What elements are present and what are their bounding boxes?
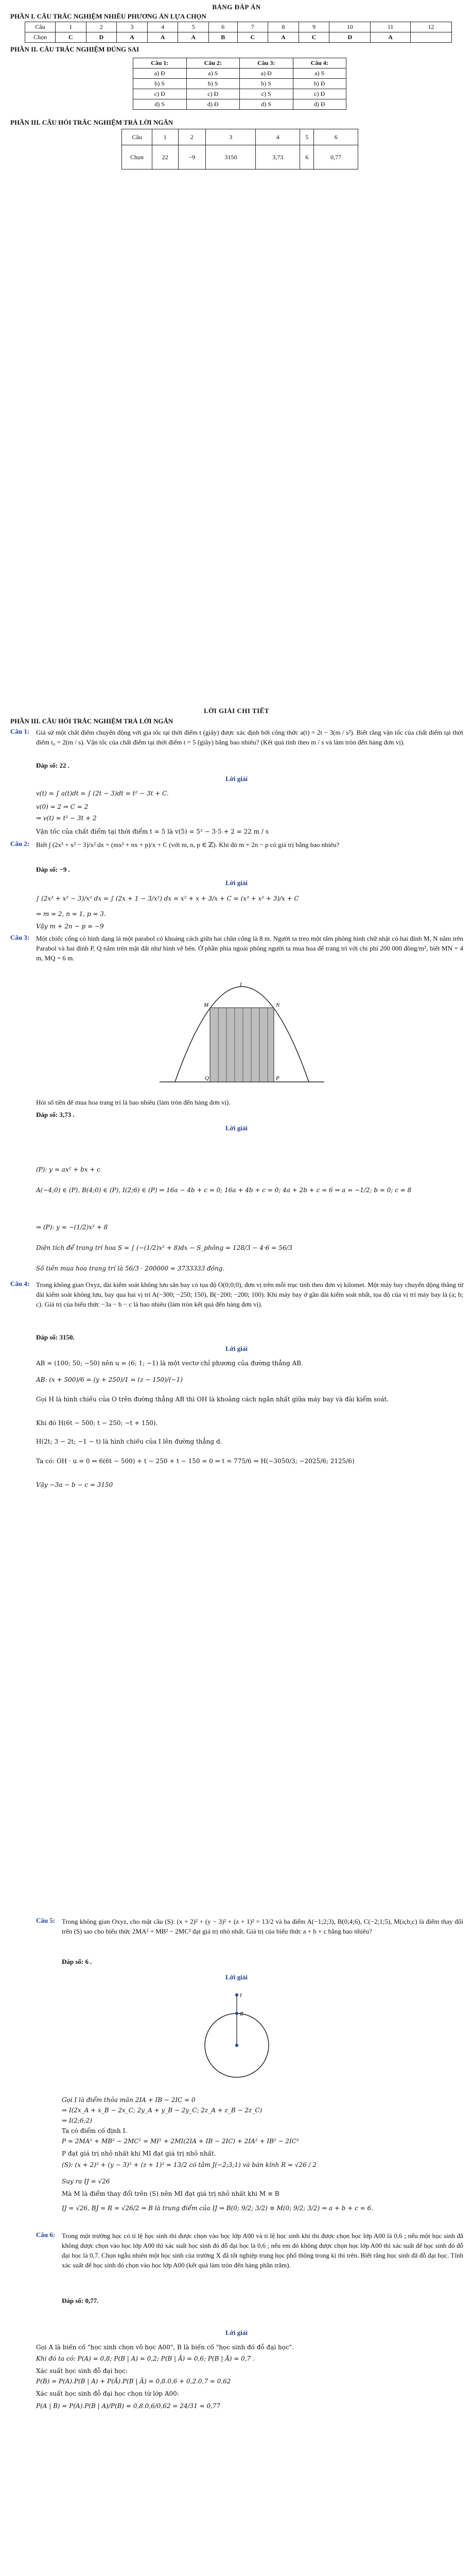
cell: 4 <box>147 22 178 32</box>
q4-text: Trong không gian Oxyz, đài kiểm soát không lưu sân bay có tọa độ O(0;0;0), đơn vị trên mỗi trục tính theo đơn vị kilomet. Một máy bay chuyển động thẳng từ đài kiểm soát không lưu, bay qua hai vị trí A(−300; −250; 150), B(−200; −200; 100). Khi máy bay ở gần đài kiểm soát nhất, tọa độ của vị trí máy bay là (a; b; c). Giá trị của biểu thức −3a − b − c là bao nhiêu (làm tròn kết quả đến hàng đơn vị). <box>36 1281 463 1308</box>
cell: C <box>237 32 268 43</box>
q5-work-8: Suy ra IJ = √26 <box>62 2178 110 2185</box>
q6-answer: Đáp số: 0,77. <box>62 2297 99 2304</box>
q6-work-6: P(A | B) = P(A).P(B | A)/P(B) = 0,8.0,6/0,62 = 24/31 ≈ 0,77 <box>36 2402 221 2410</box>
cell: b) S <box>186 79 240 89</box>
cell: 5 <box>300 129 314 145</box>
cell: d) S <box>133 99 187 110</box>
cell: A <box>178 32 209 43</box>
part2-row <box>133 89 346 99</box>
solution-title: LỜI GIẢI CHI TIẾT <box>203 707 270 715</box>
part2-row <box>133 79 346 89</box>
q5-label: Câu 5: <box>36 1917 56 1924</box>
part1-heading: PHẦN I. CÂU TRẮC NGHIỆM NHIỀU PHƯƠNG ÁN LỰA CHỌN <box>10 12 206 20</box>
q5-work-2: ⇒ I(2x_A + x_B − 2x_C; 2y_A + y_B − 2y_C; 2z_A + z_B − 2z_C) <box>62 2107 262 2114</box>
cell: A <box>117 32 148 43</box>
cell: d) Đ <box>293 99 346 110</box>
q5-text: Trong không gian Oxyz, cho mặt cầu (S): (x + 2)² + (y − 3)² + (z + 1)² = 13/2 và ba điểm A(−1;2;3), B(0;4;6), C(−2;1;5), M(a;b;c) là điểm thay đổi trên (S) sao cho biểu thức 2MA² + MB² − 2MC² đạt giá trị nhỏ nhất. Giá trị của biểu thức a + b + c bằng bao nhiêu? <box>62 1918 463 1935</box>
part3-number-row <box>122 129 358 145</box>
q5-work-9: Mà M là điểm thay đổi trên (S) nên MI đạt giá trị nhỏ nhất khi M ≡ B <box>62 2190 279 2197</box>
q2-answer: Đáp số: −9 . <box>36 866 70 873</box>
cell: d) S <box>240 99 293 110</box>
cell <box>410 32 451 43</box>
cell: a) Đ <box>240 69 293 79</box>
cell: c) Đ <box>186 89 240 99</box>
cell: A <box>147 32 178 43</box>
cell: 3,73 <box>256 145 300 170</box>
q3-text: Một chiếc cổng có hình dạng là một parabol có khoảng cách giữa hai chân cổng là 8 m. Người ta treo một tấm phông hình chữ nhật có hai đỉnh M, N nằm trên Parabol và hai đỉnh P, Q nằm trên mặt đất như hình vẽ bên. Ở phần phía ngoài phông người ta mua hoa để trang trí với chi phí 200 000 đồng/m², biết MN = 4 m, MQ = 6 m. <box>36 935 463 962</box>
cell: −9 <box>178 145 206 170</box>
cell: 8 <box>268 22 299 32</box>
part2-header-row <box>133 58 346 69</box>
cell: 1 <box>56 22 86 32</box>
cell: 0,77 <box>314 145 358 170</box>
cell: a) S <box>293 69 346 79</box>
q1-label: Câu 1: <box>10 727 30 735</box>
point-I <box>235 1993 238 1996</box>
q4-solution-label: Lời giải <box>225 1345 248 1352</box>
q5-work-5: P = 2MA² + MB² − 2MC² = MI² + 2MI(2IA + IB − 2IC) + 2IA² + IB² − 2IC² <box>62 2138 299 2145</box>
cell: Câu 1: <box>133 58 187 69</box>
part2-heading: PHẦN II. CÂU TRẮC NGHIỆM ĐÚNG SAI <box>10 45 139 53</box>
cell: 3 <box>206 129 256 145</box>
cell: 6 <box>208 22 237 32</box>
q2-work-1: ∫ (2x³ + x² − 3)/x² dx = ∫ (2x + 1 − 3/x²) dx = x² + x + 3/x + C = (x³ + x² + 3)/x + C <box>36 895 299 902</box>
sphere-figure <box>180 1989 293 2087</box>
label-P: P <box>276 1075 279 1081</box>
q3-label: Câu 3: <box>10 934 30 941</box>
q4-work-5: H(2t; 3 − 2t; −1 − t) là hình chiếu của I lên đường thẳng d. <box>36 1438 222 1445</box>
cell: b) Đ <box>293 79 346 89</box>
q1-solution-label: Lời giải <box>225 775 248 783</box>
label-B-sphere: B <box>240 2011 243 2017</box>
cell: A <box>371 32 410 43</box>
cell: Câu 3: <box>240 58 293 69</box>
q3-work-3: ⇒ (P): y = −(1/2)x² + 8 <box>36 1224 108 1231</box>
q3-solution-label: Lời giải <box>225 1124 248 1132</box>
part1-table <box>25 22 452 43</box>
cell: 10 <box>329 22 371 32</box>
q2-label: Câu 2: <box>10 840 30 848</box>
q3-work-1: (P): y = ax² + bx + c <box>36 1166 101 1173</box>
q1-work-3: ⇒ v(t) = t² − 3t + 2 <box>36 815 97 822</box>
cell: 5 <box>178 22 209 32</box>
q3-work-2: A(−4;0) ∈ (P), B(4;0) ∈ (P), I(2;6) ∈ (P) ⇒ 16a − 4b + c = 0; 16a + 4b + c = 0; 4a + 2b + c = 6 ⇒ a = −1/2; b = 0; c = 8 <box>36 1187 412 1194</box>
q3-question: Hỏi số tiền để mua hoa trang trí là bao nhiêu (làm tròn đến hàng đơn vị). <box>36 1098 231 1106</box>
q5-work-4: Ta có điểm cố định I. <box>62 2127 128 2134</box>
q4-work-7: Vậy −3a − b − c = 3150 <box>36 1481 113 1488</box>
q4-answer: Đáp số: 3150. <box>36 1333 75 1341</box>
q5-work-10: IJ = √26, BJ = R = √26/2 ⇒ B là trung điểm của IJ ⇒ B(0; 9/2; 3/2) ≡ M(0; 9/2; 3/2) ⇒ a + b + c = 6. <box>62 2205 373 2212</box>
row-label: Câu <box>25 22 56 32</box>
cell: b) S <box>240 79 293 89</box>
cell: c) Đ <box>293 89 346 99</box>
q6-work-5: Xác suất học sinh đỗ đại học chọn từ lớp A00: <box>36 2390 179 2397</box>
q5-work-1: Gọi I là điểm thỏa mãn 2IA + IB − 2IC = 0 <box>62 2096 196 2104</box>
label-I: I <box>240 981 242 988</box>
cell: d) Đ <box>186 99 240 110</box>
q1-work-1: v(t) = ∫ a(t)dt = ∫ (2t − 3)dt = t² − 3t + C. <box>36 790 169 797</box>
q1-work-4: Vận tốc của chất điểm tại thời điểm t = 5 là v(5) = 5² − 3·5 + 2 = 22 m / s <box>36 828 269 835</box>
q6-work-4: P(B) = P(A).P(B | A) + P(Ā).P(B | Ā) = 0,8.0,6 + 0,2.0,7 = 0,62 <box>36 2378 231 2385</box>
part2-table <box>133 58 346 110</box>
part1-choice-row <box>25 32 452 43</box>
cell: 4 <box>256 129 300 145</box>
point-J <box>235 2044 238 2047</box>
cell: c) S <box>240 89 293 99</box>
cell: Câu 2: <box>186 58 240 69</box>
cell: C <box>299 32 329 43</box>
q2-work-2: ⇒ m = 2, n = 1, p = 3. <box>36 910 106 918</box>
cell: Câu 4: <box>293 58 346 69</box>
q3-work-5: Số tiền mua hoa trang trí là 56/3 · 200000 ≈ 3733333 đồng. <box>36 1265 225 1272</box>
q4-work-4: Khi đó H(6t − 500; t − 250; −t + 150). <box>36 1419 158 1427</box>
q6-label: Câu 6: <box>36 2231 56 2239</box>
q5-solution-label: Lời giải <box>225 1973 248 1981</box>
q4-label: Câu 4: <box>10 1280 30 1287</box>
part3-choice-row <box>122 145 358 170</box>
solution-heading: PHẦN III. CÂU HỎI TRẮC NGHIỆM TRẢ LỜI NGẮN <box>10 717 173 725</box>
label-N: N <box>276 1002 280 1008</box>
q4-work-6: Ta có: OH · u = 0 ⇔ 6(6t − 500) + t − 250 + t − 150 = 0 ⇔ t = 775/6 ⇒ H(−3050/3; −2025/6; 2125/6) <box>36 1458 355 1465</box>
q6-solution-label: Lời giải <box>225 2329 248 2336</box>
q4-work-3: Gọi H là hình chiếu của O trên đường thẳng AB thì OH là khoảng cách ngắn nhất giữa máy bay và đài kiểm soát. <box>36 1396 389 1403</box>
cell: a) S <box>186 69 240 79</box>
q3-work-4: Diện tích để trang trí hoa S = ∫ (−(1/2)x² + 8)dx − S_phông = 128/3 − 4·6 = 56/3 <box>36 1244 292 1251</box>
q6-work-1: Gọi A là biến cố "học sinh chọn vô học A00", B là biến cố "học sinh đó đỗ đại học". <box>36 2344 294 2351</box>
cell: D <box>86 32 117 43</box>
q2-solution-label: Lời giải <box>225 879 248 887</box>
q4-work-2: AB: (x + 500)/6 = (y + 250)/1 = (z − 150)/(−1) <box>36 1376 183 1383</box>
q2-work-3: Vậy m + 2n − p = −9 <box>36 923 104 930</box>
cell: 12 <box>410 22 451 32</box>
point-B <box>235 2012 238 2015</box>
q2-text: Biết ∫ (2x³ + x² − 3)/x² dx = (mx² + nx + p)/x + C (với m, n, p ∈ ℤ). Khi đó m + 2n − p có giá trị bằng bao nhiêu? <box>36 841 340 849</box>
part3-table <box>121 129 358 170</box>
label-I-sphere: I <box>240 1992 242 1998</box>
cell: 22 <box>152 145 179 170</box>
q3-answer: Đáp số: 3,73 . <box>36 1111 75 1118</box>
q5-work-7: (S): (x + 2)² + (y − 3)² + (z + 1)² = 13/2 có tâm J(−2;3;1) và bán kính R = √26 / 2 <box>62 2161 317 2168</box>
q6-text: Trong một trường học có tỉ lệ học sinh thi được chọn vào học lớp A00 và tỉ lệ học sinh khi thi được chọn học lớp A00 là 0,6 ; nếu một học sinh đã không được chọn vào học lớp A00 thì xác suất học sinh đó đỗ đại học là 0,6 ; nếu em đó không được chọn học lớp A00 thì xác suất để học sinh đó đỗ đại học là 0,7. Chọn ngẫu nhiên một học sinh của trường X đã tốt nghiệp trung học phổ thông trong kì thi trên. Biết rằng học sinh đã đỗ đại học. Tính xác suất để học sinh đó chọn vào học lớp A00 (kết quả làm tròn đến hàng phần trăm). <box>62 2232 463 2269</box>
q1-work-2: v(0) = 2 ⇒ C = 2 <box>36 803 89 810</box>
q6-work-3: Xác suất học sinh đỗ đại học: <box>36 2367 128 2375</box>
q5-work-6: P đạt giá trị nhỏ nhất khi MI đạt giá trị nhỏ nhất. <box>62 2150 216 2157</box>
label-M: M <box>204 1002 209 1008</box>
cell: 11 <box>371 22 410 32</box>
cell: 2 <box>178 129 206 145</box>
row-label: Câu <box>122 129 152 145</box>
q6-work-2: Khi đó ta có: P(A) = 0,8; P(B | A) = 0,2; P(B | Ā) = 0,6; P(B | Ā) = 0,7 . <box>36 2355 255 2362</box>
cell: 1 <box>152 129 179 145</box>
cell: c) Đ <box>133 89 187 99</box>
q5-answer: Đáp số: 6 . <box>62 1958 92 1965</box>
cell: 6 <box>314 129 358 145</box>
cell: C <box>56 32 86 43</box>
part1-number-row <box>25 22 452 32</box>
q5-work-3: ⇒ I(2;6;2) <box>62 2117 92 2124</box>
cell: a) Đ <box>133 69 187 79</box>
banner-rect <box>210 1008 274 1082</box>
cell: B <box>208 32 237 43</box>
part3-heading: PHẦN III. CÂU HỎI TRẮC NGHIỆM TRẢ LỜI NGẮN <box>10 118 173 126</box>
cell: 3150 <box>206 145 256 170</box>
q4-work-1: AB = (100; 50; −50) nên u = (6; 1; −1) là một vectơ chỉ phương của đường thẳng AB. <box>36 1360 303 1367</box>
cell: A <box>268 32 299 43</box>
label-Q: Q <box>205 1075 209 1081</box>
cell: 2 <box>86 22 117 32</box>
cell: b) S <box>133 79 187 89</box>
parabola-gate-figure <box>154 979 329 1087</box>
q1-answer: Đáp số: 22 . <box>36 761 70 769</box>
q1-text: Giả sử một chất điểm chuyển động với gia tốc tại thời điểm t (giây) được xác định bởi công thức a(t) = 2t − 3(m / s²). Biết rằng vận tốc của chất điểm tại thời điểm t₀ = 2(m / s). Vận tốc của chất điểm tại thời điểm t = 5 (giây) bằng bao nhiêu? (Kết quả tính theo m / s và làm tròn đến hàng đơn vị). <box>36 728 463 746</box>
cell: 9 <box>299 22 329 32</box>
row-label: Chọn <box>25 32 56 43</box>
answer-title: BẢNG ĐÁP ÁN <box>212 3 261 11</box>
cell: 6 <box>300 145 314 170</box>
row-label: Chọn <box>122 145 152 170</box>
cell: D <box>329 32 371 43</box>
part2-row <box>133 99 346 110</box>
part2-row <box>133 69 346 79</box>
cell: 3 <box>117 22 148 32</box>
cell: 7 <box>237 22 268 32</box>
